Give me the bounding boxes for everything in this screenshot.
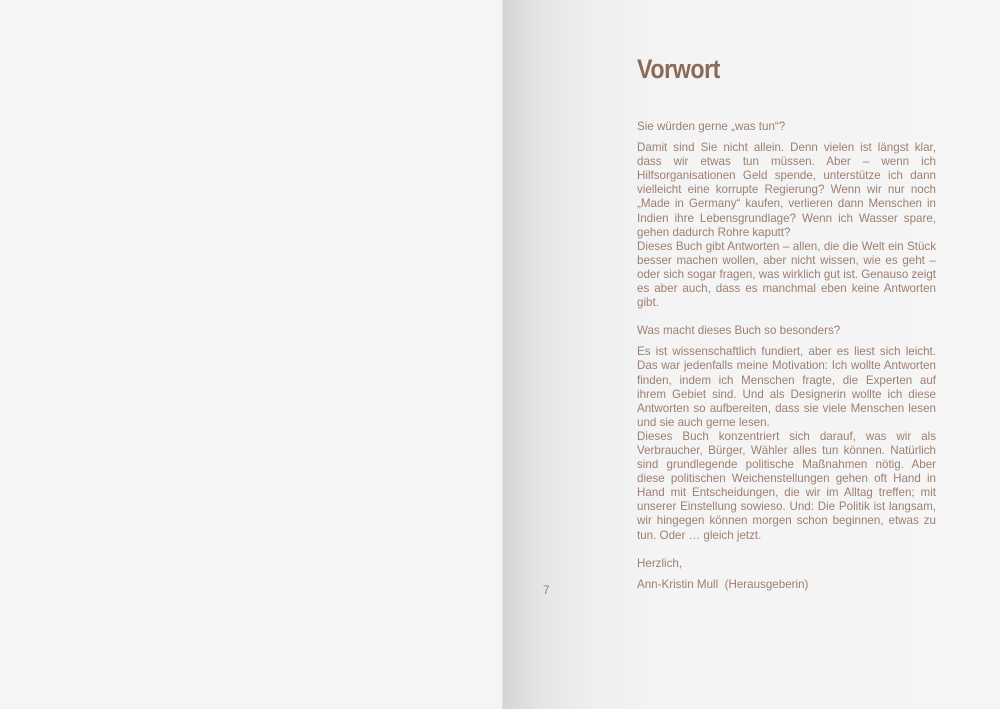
opening-question: Sie würden gerne „was tun“? [637, 120, 786, 133]
chapter-title: Vorwort [637, 54, 720, 84]
paragraph-intro: Damit sind Sie nicht allein. Denn vielen ist längst klar, dass wir etwas tun müssen. Aber – wenn ich Hilfsorganisationen Geld spende, unterstütze ich dann vielleicht eine korrupte Regierung? Wenn wir nur noch „Made in Germany“ kaufen, verlieren dann Menschen in Indien ihre Lebensgrundlage? Wenn ich Wasser spare, gehen dadurch Rohre kaputt? [637, 141, 936, 239]
foreword-body [637, 120, 936, 592]
paragraph-focus: Dieses Buch konzentriert sich darauf, was wir als Verbraucher, Bürger, Wähler alles tun können. Natürlich sind grundlegende politische Maßnahmen nötig. Aber diese politischen Weichenstellungen gehen oft Hand in Hand mit Entscheidungen, die wir im Alltag treffen; mit unserer Einstellung sowieso. Und: Die Politik ist langsam, wir hingegen können morgen schon beginnen, etwas zu tun. Oder … gleich jetzt. [637, 429, 936, 542]
closing-greeting: Herzlich, [637, 556, 683, 570]
page-number: 7 [543, 584, 550, 597]
paragraph-scientific: Es ist wissenschaftlich fundiert, aber es liest sich leicht. Das war jedenfalls meine Motivation: Ich wollte Antworten finden, indem ich Menschen fragte, die Experten auf ihrem Gebiet sind. Und als Designerin wollte ich diese Antworten so aufbereiten, dass sie viele Menschen lesen und sie auch gerne lesen. [637, 345, 936, 429]
author-signature: Ann-Kristin Mull (Herausgeberin) [637, 577, 809, 591]
paragraph-answers: Dieses Buch gibt Antworten – allen, die die Welt ein Stück besser machen wollen, aber nicht wissen, wie es geht – oder sich sogar fragen, was wirklich gut ist. Genauso zeigt es aber auch, dass es manchmal eben keine Antworten gibt. [637, 239, 937, 310]
gutter-line [502, 0, 503, 709]
section-question: Was macht dieses Buch so besonders? [637, 324, 841, 338]
